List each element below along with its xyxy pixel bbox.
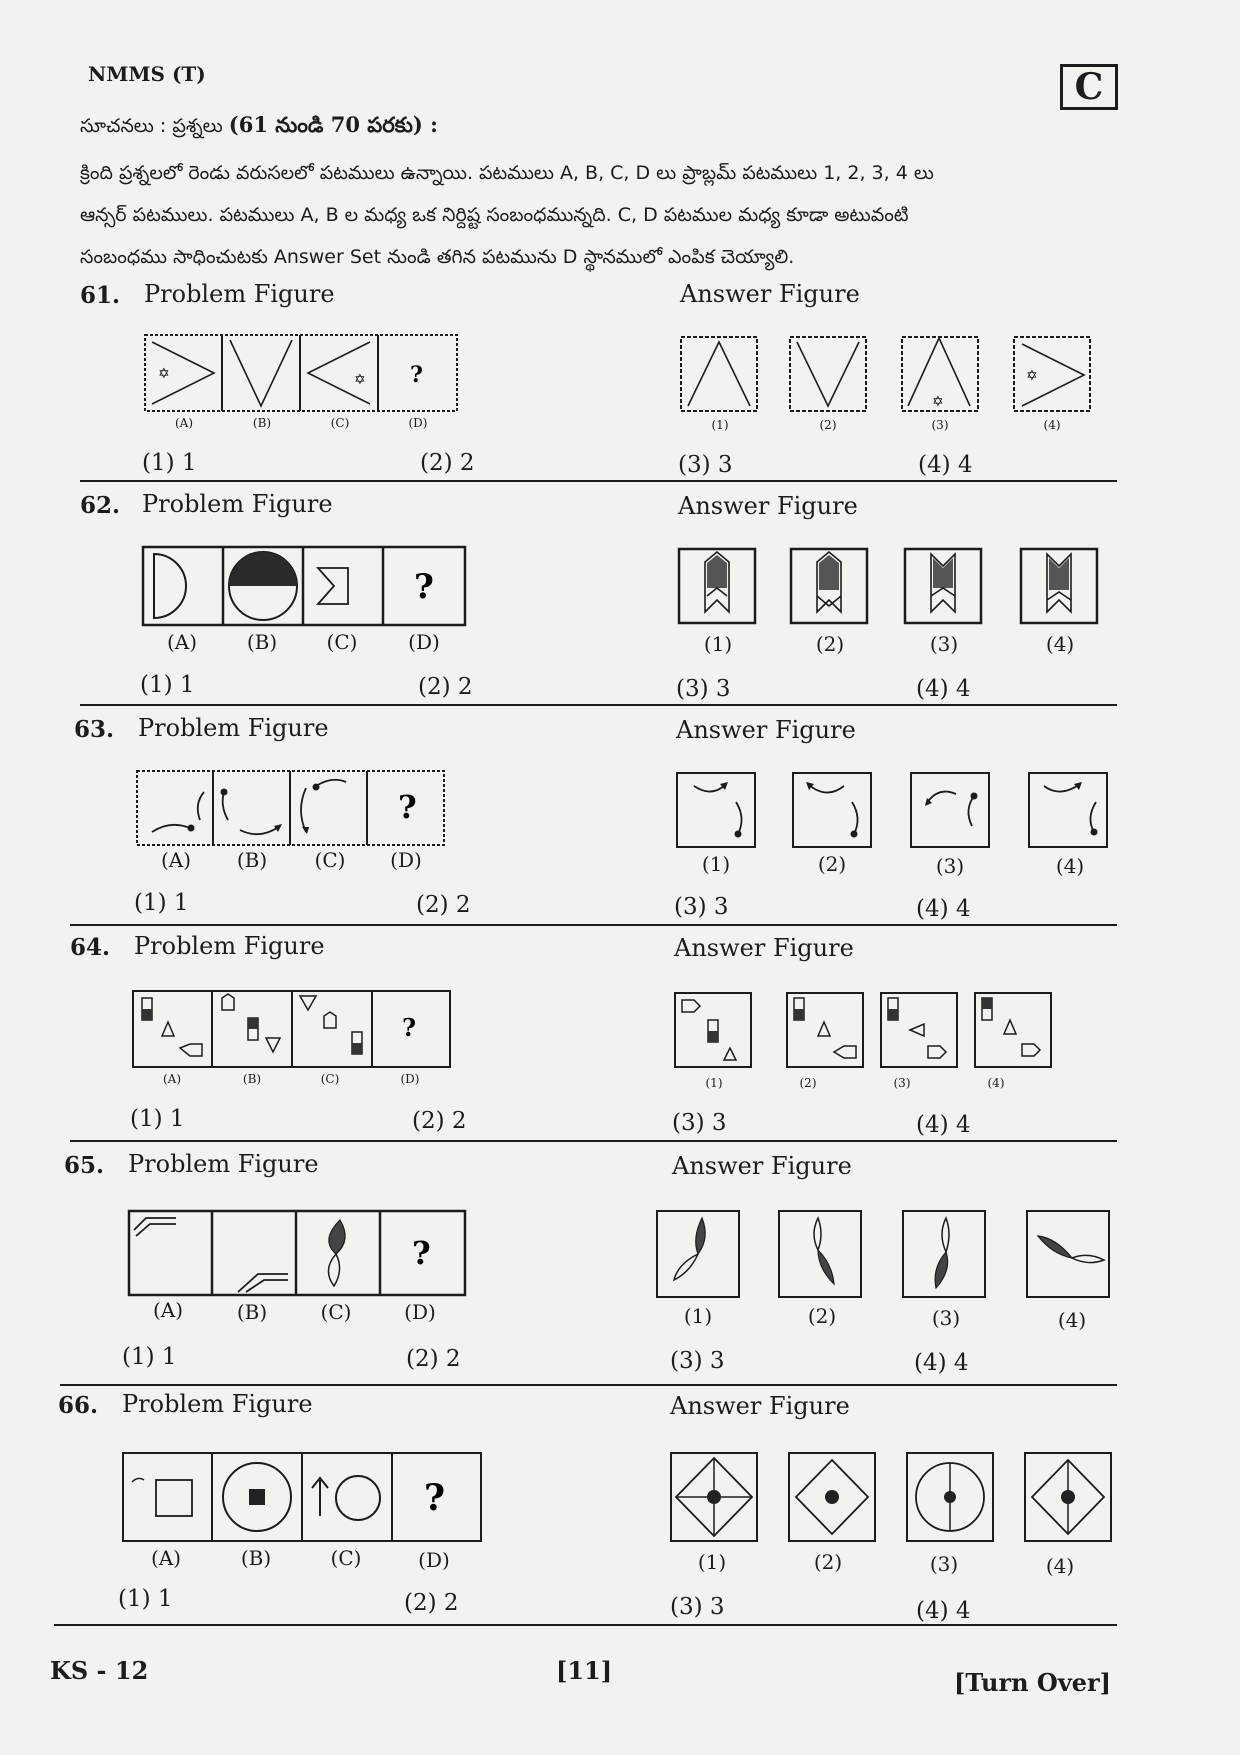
option-3[interactable]: (3) 3 — [672, 1110, 727, 1136]
caption-1: (1) — [683, 1304, 713, 1328]
caption-1: (1) — [701, 852, 731, 876]
caption-3: (3) — [931, 1306, 961, 1330]
answer-figures-61 — [680, 336, 1100, 416]
problem-figure-label: Problem Figure — [128, 1150, 319, 1178]
caption-3: (3) — [929, 1552, 959, 1576]
divider — [80, 480, 1117, 482]
caption-b: (B) — [236, 1300, 268, 1324]
caption-d: (D) — [408, 630, 440, 654]
star-icon: ✡ — [1026, 368, 1038, 384]
star-icon: ✡ — [354, 372, 366, 388]
problem-figure-label: Problem Figure — [134, 932, 325, 960]
option-2[interactable]: (2) 2 — [412, 1108, 467, 1134]
problem-figure-label: Problem Figure — [142, 490, 333, 518]
caption-4: (4) — [1045, 632, 1075, 656]
footer-left: KS - 12 — [50, 1656, 149, 1685]
divider — [54, 1624, 1117, 1626]
instructions-line-3: సంబంధము సాధించుటకు Answer Set నుండి తగిన పటమును D స్థానములో ఎంపిక చెయ్యాలి. — [80, 246, 795, 268]
question-mark: ? — [410, 362, 423, 388]
option-3[interactable]: (3) 3 — [678, 452, 733, 478]
turn-over: [Turn Over] — [954, 1668, 1112, 1697]
option-2[interactable]: (2) 2 — [404, 1590, 459, 1616]
caption-a: (A) — [166, 630, 198, 654]
caption-2: (2) — [799, 1076, 817, 1090]
caption-4: (4) — [1045, 1554, 1075, 1578]
instructions-prefix: సూచనలు : ప్రశ్నలు — [80, 115, 229, 137]
answer-figure-label: Answer Figure — [680, 280, 860, 308]
caption-b: (B) — [242, 1072, 262, 1086]
problem-figures-61 — [144, 334, 459, 414]
caption-c: (C) — [320, 1072, 340, 1086]
caption-2: (2) — [819, 418, 837, 432]
caption-c: (C) — [330, 1546, 362, 1570]
problem-figures-65 — [128, 1210, 468, 1298]
caption-4: (4) — [1043, 418, 1061, 432]
question-61 — [0, 280, 1240, 485]
caption-2: (2) — [817, 852, 847, 876]
caption-a: (A) — [160, 848, 192, 872]
caption-d: (D) — [418, 1548, 450, 1572]
caption-d: (D) — [390, 848, 422, 872]
answer-figure-label: Answer Figure — [670, 1392, 850, 1420]
caption-4: (4) — [1057, 1308, 1087, 1332]
caption-b: (B) — [252, 416, 272, 430]
question-number: 62. — [80, 492, 121, 519]
caption-1: (1) — [703, 632, 733, 656]
instructions-body — [80, 152, 1160, 278]
option-1[interactable]: (1) 1 — [130, 1106, 185, 1132]
question-62 — [0, 490, 1240, 705]
caption-3: (3) — [931, 418, 949, 432]
caption-2: (2) — [807, 1304, 837, 1328]
star-icon: ✡ — [158, 366, 170, 382]
set-letter-box: C — [1060, 64, 1118, 110]
caption-a: (A) — [150, 1546, 182, 1570]
exam-code: NMMS (T) — [88, 62, 206, 86]
question-64 — [0, 932, 1240, 1146]
caption-a: (A) — [152, 1298, 184, 1322]
caption-3: (3) — [935, 854, 965, 878]
caption-c: (C) — [326, 630, 358, 654]
option-4[interactable]: (4) 4 — [918, 452, 973, 478]
star-icon: ✡ — [932, 394, 944, 410]
option-3[interactable]: (3) 3 — [670, 1594, 725, 1620]
question-mark: ? — [412, 1234, 431, 1272]
problem-figures-64 — [132, 990, 452, 1070]
option-2[interactable]: (2) 2 — [420, 450, 475, 476]
caption-1: (1) — [697, 1550, 727, 1574]
question-mark: ? — [398, 788, 417, 826]
option-4[interactable]: (4) 4 — [914, 1350, 969, 1376]
option-4[interactable]: (4) 4 — [916, 676, 971, 702]
question-mark: ? — [414, 567, 434, 607]
question-number: 66. — [58, 1392, 99, 1419]
question-number: 65. — [64, 1152, 105, 1179]
caption-d: (D) — [404, 1300, 436, 1324]
option-1[interactable]: (1) 1 — [118, 1586, 173, 1612]
caption-4: (4) — [987, 1076, 1005, 1090]
caption-b: (B) — [246, 630, 278, 654]
question-number: 63. — [74, 716, 115, 743]
caption-c: (C) — [330, 416, 350, 430]
page-number: [11] — [556, 1656, 613, 1685]
caption-b: (B) — [240, 1546, 272, 1570]
answer-figure-label: Answer Figure — [676, 716, 856, 744]
instructions-line-1: క్రింది ప్రశ్నలలో రెండు వరుసలలో పటములు ఉన్నాయి. పటములు A, B, C, D లు ప్రాబ్లమ్ పటములు 1, 2, 3, 4 లు — [80, 162, 934, 184]
divider — [70, 1140, 1117, 1142]
answer-figures-63 — [676, 772, 1116, 850]
answer-figures-62 — [678, 548, 1108, 628]
caption-1: (1) — [705, 1076, 723, 1090]
question-number: 61. — [80, 282, 121, 309]
problem-figures-66 — [122, 1452, 484, 1544]
caption-d: (D) — [400, 1072, 420, 1086]
option-1[interactable]: (1) 1 — [142, 450, 197, 476]
option-3[interactable]: (3) 3 — [670, 1348, 725, 1374]
problem-figures-63 — [136, 770, 446, 848]
question-65 — [0, 1150, 1240, 1390]
answer-figures-64 — [674, 992, 1074, 1072]
caption-c: (C) — [320, 1300, 352, 1324]
problem-figure-label: Problem Figure — [122, 1390, 313, 1418]
option-2[interactable]: (2) 2 — [418, 674, 473, 700]
problem-figure-label: Problem Figure — [144, 280, 335, 308]
caption-d: (D) — [408, 416, 428, 430]
answer-figures-66 — [670, 1452, 1130, 1546]
caption-c: (C) — [314, 848, 346, 872]
option-3[interactable]: (3) 3 — [674, 894, 729, 920]
caption-4: (4) — [1055, 854, 1085, 878]
question-63 — [0, 714, 1240, 929]
caption-a: (A) — [174, 416, 194, 430]
option-1[interactable]: (1) 1 — [140, 672, 195, 698]
caption-3: (3) — [929, 632, 959, 656]
divider — [60, 1384, 1117, 1386]
problem-figure-label: Problem Figure — [138, 714, 329, 742]
option-4[interactable]: (4) 4 — [916, 896, 971, 922]
instructions-title — [80, 104, 438, 147]
answer-figures-65 — [656, 1210, 1116, 1302]
problem-figures-62 — [142, 546, 467, 628]
caption-a: (A) — [162, 1072, 182, 1086]
caption-2: (2) — [813, 1550, 843, 1574]
question-mark: ? — [424, 1477, 446, 1519]
option-4[interactable]: (4) 4 — [916, 1112, 971, 1138]
option-4[interactable]: (4) 4 — [916, 1598, 971, 1624]
caption-3: (3) — [893, 1076, 911, 1090]
option-1[interactable]: (1) 1 — [122, 1344, 177, 1370]
answer-figure-label: Answer Figure — [672, 1152, 852, 1180]
option-2[interactable]: (2) 2 — [416, 892, 471, 918]
instructions-range: (61 నుండి 70 పరకు) : — [228, 112, 438, 137]
caption-b: (B) — [236, 848, 268, 872]
answer-figure-label: Answer Figure — [678, 492, 858, 520]
option-1[interactable]: (1) 1 — [134, 890, 189, 916]
question-66 — [0, 1390, 1240, 1630]
option-3[interactable]: (3) 3 — [676, 676, 731, 702]
instructions-line-2: ఆన్సర్ పటములు. పటములు A, B ల మధ్య ఒక నిర్దిష్ట సంబంధమున్నది. C, D పటముల మధ్య కూడా అటువంటి — [80, 204, 909, 226]
question-mark: ? — [402, 1013, 417, 1042]
caption-1: (1) — [711, 418, 729, 432]
divider — [80, 704, 1117, 706]
option-2[interactable]: (2) 2 — [406, 1346, 461, 1372]
answer-figure-label: Answer Figure — [674, 934, 854, 962]
divider — [70, 924, 1117, 926]
caption-2: (2) — [815, 632, 845, 656]
question-number: 64. — [70, 934, 111, 961]
